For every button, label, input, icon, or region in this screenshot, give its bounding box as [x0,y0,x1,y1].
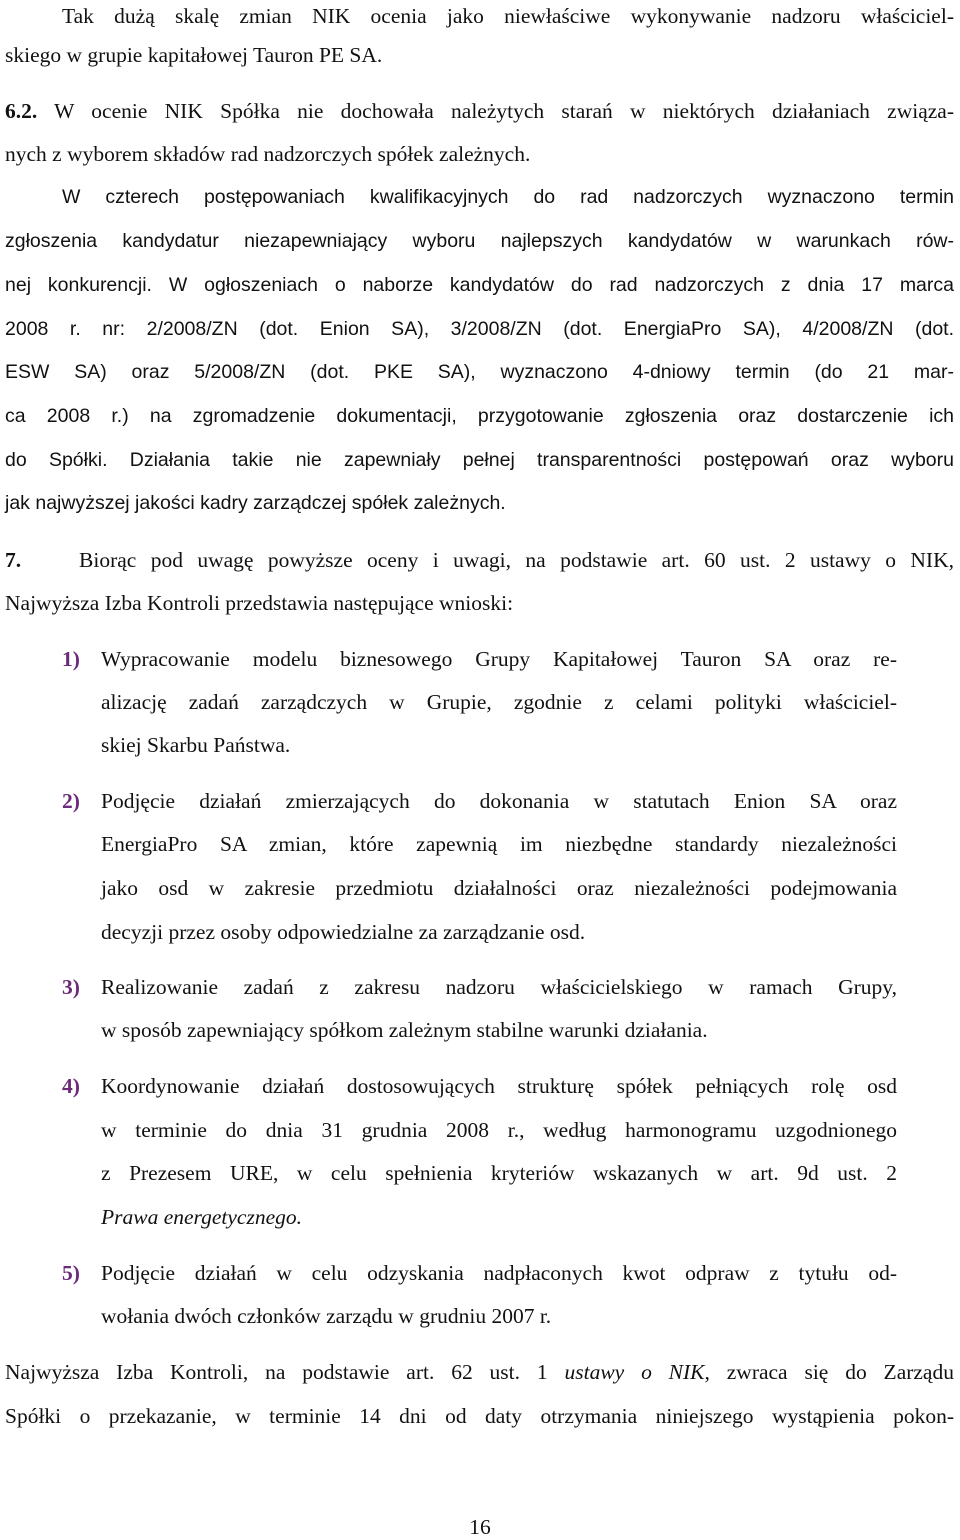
conclusion-2-line-2: EnergiaPro SA zmian, które zapewnią im niezbędne standardy niezależności [101,832,897,856]
finding-line-5: ESW SA) oraz 5/2008/ZN (dot. PKE SA), wyznaczono 4-dniowy termin (do 21 mar- [5,361,954,383]
conclusion-1-line-3: skiej Skarbu Państwa. [101,733,291,757]
conclusion-5-line-1: Podjęcie działań w celu odzyskania nadpłaconych kwot odpraw z tytułu od- [101,1261,897,1285]
conclusion-number-3: 3) [62,975,80,999]
conclusion-3-line-2: w sposób zapewniający spółkom zależnym stabilne warunki działania. [101,1018,708,1042]
section-6-2-line-1 [5,101,954,123]
conclusion-number-1: 1) [62,647,80,671]
conclusion-1-line-2: alizację zadań zarządczych w Grupie, zgodnie z celami polityki właściciel- [101,690,897,714]
conclusion-number-4: 4) [62,1074,80,1098]
finding-line-3: nej konkurencji. W ogłoszeniach o naborze kandydatów do rad nadzorczych z dnia 17 marca [5,274,954,296]
section-text: W ocenie NIK Spółka nie dochowała należytych starań w niektórych działaniach związa- [37,99,954,123]
conclusion-2-line-1: Podjęcie działań zmierzających do dokonania w statutach Enion SA oraz [101,789,897,813]
section-6-2-line-2: nych z wyborem składów rad nadzorczych spółek zależnych. [5,142,531,166]
intro-line-2: skiego w grupie kapitałowej Tauron PE SA. [5,43,383,67]
conclusion-4-line-2: w terminie do dnia 31 grudnia 2008 r., według harmonogramu uzgodnionego [101,1118,897,1142]
intro-line-1: Tak dużą skalę zmian NIK ocenia jako niewłaściwe wykonywanie nadzoru właściciel- [62,4,954,28]
closing-line-2: Spółki o przekazanie, w terminie 14 dni od daty otrzymania niniejszego wystąpienia pokon- [5,1404,954,1428]
section-7-line-2: Najwyższa Izba Kontroli przedstawia następujące wnioski: [5,591,514,615]
conclusion-4-line-3: z Prezesem URE, w celu spełnienia kryteriów wskazanych w art. 9d ust. 2 [101,1161,897,1185]
finding-line-6: ca 2008 r.) na zgromadzenie dokumentacji, przygotowanie zgłoszenia oraz dostarczenie ich [5,405,954,427]
closing-text-law: ustawy o NIK [564,1360,705,1384]
closing-line-1 [5,1362,954,1384]
conclusion-5-line-2: wołania dwóch członków zarządu w grudniu 2007 r. [101,1304,552,1328]
section-7-line-1: Biorąc pod uwagę powyższe oceny i uwagi, na podstawie art. 60 ust. 2 ustawy o NIK, [79,548,954,572]
page-number: 16 [469,1515,491,1539]
finding-line-1: W czterech postępowaniach kwalifikacyjnych do rad nadzorczych wyznaczono termin [62,186,954,208]
conclusion-number-5: 5) [62,1261,80,1285]
finding-line-7: do Spółki. Działania takie nie zapewniały pełnej transparentności postępowań oraz wyboru [5,449,954,471]
conclusion-2-line-4: decyzji przez osoby odpowiedzialne za zarządzanie osd. [101,920,586,944]
conclusion-4-line-4: Prawa energetycznego. [101,1205,303,1229]
section-number: 6.2. [5,99,38,123]
section-7-number: 7. [5,548,22,572]
conclusion-1-line-1: Wypracowanie modelu biznesowego Grupy Kapitałowej Tauron SA oraz re- [101,647,897,671]
conclusion-3-line-1: Realizowanie zadań z zakresu nadzoru właścicielskiego w ramach Grupy, [101,975,897,999]
closing-text-a: Najwyższa Izba Kontroli, na podstawie art. 62 ust. 1 [5,1360,565,1384]
finding-line-4: 2008 r. nr: 2/2008/ZN (dot. Enion SA), 3/2008/ZN (dot. EnergiaPro SA), 4/2008/ZN (dot. [5,318,954,340]
closing-text-b: , zwraca się do Zarządu [704,1360,954,1384]
conclusion-number-2: 2) [62,789,80,813]
finding-line-8: jak najwyższej jakości kadry zarządczej spółek zależnych. [5,492,506,514]
conclusion-4-line-1: Koordynowanie działań dostosowujących strukturę spółek pełniących rolę osd [101,1074,897,1098]
conclusion-2-line-3: jako osd w zakresie przedmiotu działalności oraz niezależności podejmowania [101,876,897,900]
finding-line-2: zgłoszenia kandydatur niezapewniający wyboru najlepszych kandydatów w warunkach rów- [5,230,954,252]
